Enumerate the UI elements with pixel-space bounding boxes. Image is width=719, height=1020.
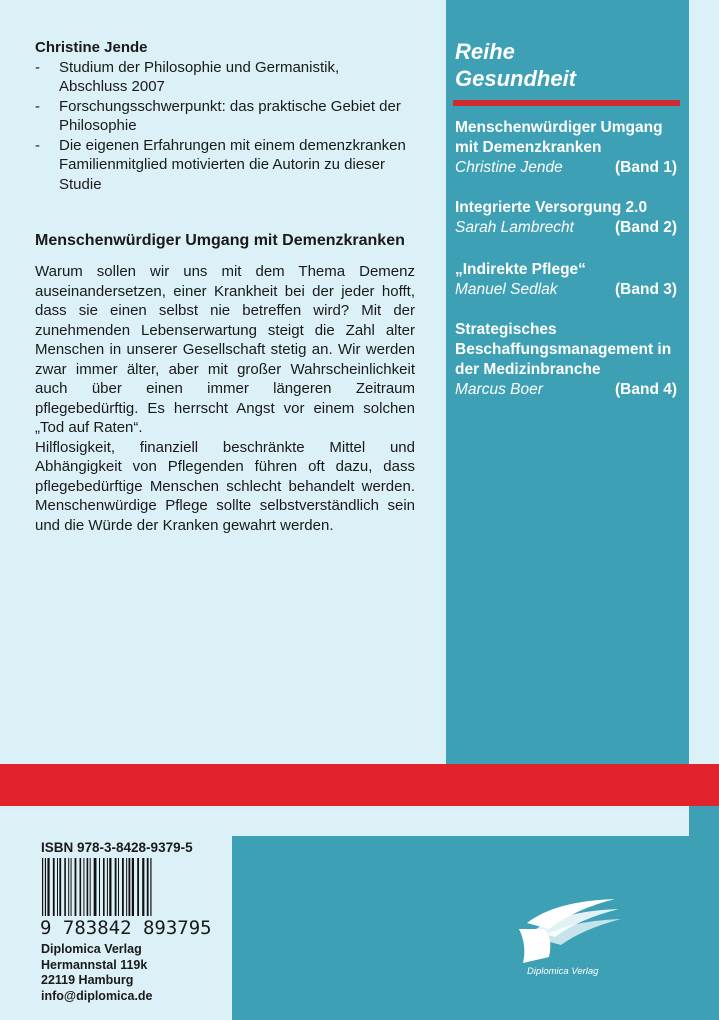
author-bio: [35, 38, 410, 194]
volume-title: Integrierte Versorgung 2.0: [455, 199, 648, 216]
volume-meta: [455, 380, 677, 400]
barcode-bar: [45, 858, 46, 916]
book-blurb: [35, 262, 415, 535]
barcode-bar: [83, 858, 84, 916]
volume-author: Sarah Lambrecht: [455, 219, 574, 236]
publisher-name: Diplomica Verlag: [41, 942, 142, 956]
series-volume: [455, 118, 677, 178]
red-band: [0, 764, 719, 806]
volume-number: (Band 3): [615, 281, 677, 298]
barcode-bar: [103, 858, 105, 916]
volume-number: (Band 4): [615, 381, 677, 398]
barcode-bar: [68, 858, 69, 916]
bullet-dash: -: [35, 97, 40, 115]
barcode-bar: [99, 858, 100, 916]
volume-meta: [455, 280, 677, 300]
bio-bullet-text: Studium der Philosophie und Germanistik, Abschluss 2007: [59, 58, 340, 95]
barcode-bar: [71, 858, 72, 916]
barcode-bar: [122, 858, 124, 916]
series-volume: [455, 260, 677, 300]
barcode-bar: [80, 858, 82, 916]
barcode-bar: [115, 858, 117, 916]
barcode-bar: [59, 858, 61, 916]
bio-bullet-text: Die eigenen Erfahrungen mit einem demenzkranken Familienmitglied motivierten die Autorin zu dieser Studie: [59, 136, 406, 193]
series-volume: [455, 198, 677, 238]
publisher-street: Hermannstal 119k: [41, 957, 148, 972]
barcode-digits: 9 783842 893795: [40, 917, 212, 939]
book-title: Menschenwürdiger Umgang mit Demenzkranken: [35, 232, 405, 249]
barcode: [40, 858, 230, 916]
blurb-paragraph: Hilflosigkeit, finanziell beschränkte Mittel und Abhängigkeit von Pflegenden führen oft dazu, dass pflegebedürftige Menschen schlecht behandelt werden. Menschenwürdige Pflege sollte selbstverständlich sein und die Würde der Kranken gewahrt werden.: [35, 438, 415, 534]
publisher-address: [41, 942, 153, 1004]
barcode-bar: [137, 858, 139, 916]
series-divider: [453, 100, 680, 106]
volume-title: „Indirekte Pflege“: [455, 261, 586, 278]
barcode-bar: [64, 858, 66, 916]
teal-strip: [689, 806, 719, 836]
volume-meta: [455, 218, 677, 238]
volume-meta: [455, 158, 677, 178]
bio-bullet: [35, 97, 410, 136]
barcode-bar: [109, 858, 111, 916]
bullet-dash: -: [35, 136, 40, 154]
barcode-bar: [90, 858, 91, 916]
isbn-panel: [34, 836, 232, 1003]
barcode-bar: [87, 858, 89, 916]
bullet-dash: -: [35, 58, 40, 76]
barcode-bar: [128, 858, 130, 916]
barcode-bar: [142, 858, 144, 916]
barcode-bar: [53, 858, 55, 916]
publisher-city: 22119 Hamburg: [41, 973, 134, 987]
barcode-bar: [42, 858, 43, 916]
barcode-bar: [150, 858, 151, 916]
barcode-bar: [126, 858, 127, 916]
bio-bullet: [35, 136, 410, 195]
barcode-bar: [57, 858, 58, 916]
author-name: Christine Jende: [35, 39, 148, 56]
barcode-bar: [94, 858, 97, 916]
teal-bottom-panel: [232, 836, 719, 1020]
barcode-bar: [47, 858, 49, 916]
volume-number: (Band 1): [615, 159, 677, 176]
barcode-bar: [147, 858, 149, 916]
volume-number: (Band 2): [615, 219, 677, 236]
series-title: [455, 38, 576, 92]
barcode-bar: [132, 858, 134, 916]
series-volume: [455, 320, 677, 400]
bio-bullet: [35, 58, 410, 97]
barcode-bar: [118, 858, 119, 916]
volume-title: Strategisches Beschaffungsmanagement in der Medizinbranche: [455, 321, 672, 378]
logo-text: Diplomica Verlag: [527, 966, 599, 977]
volume-author: Christine Jende: [455, 159, 563, 176]
volume-author: Manuel Sedlak: [455, 281, 558, 298]
volume-title: Menschenwürdiger Umgang mit Demenzkranken: [455, 119, 663, 156]
volume-author: Marcus Boer: [455, 381, 543, 398]
series-title-line: Reihe: [455, 39, 515, 64]
publisher-email: info@diplomica.de: [41, 988, 153, 1003]
series-title-line: Gesundheit: [455, 66, 577, 91]
isbn-number: ISBN 978-3-8428-9379-5: [41, 840, 193, 855]
blurb-paragraph: Warum sollen wir uns mit dem Thema Demenz auseinandersetzen, einer Krankheit bei der jeder hofft, dass sie einen selbst nie betreffen wird? Mit der zunehmenden Lebenserwartung steigt die Zahl alter Menschen in unserer Gesellschaft stetig an. Wir werden zwar immer älter, aber mit großer Wahrscheinlichkeit auch über einen immer längeren Zeitraum pflegebedürftig. Es herrscht Angst vor einem solchen „Tod auf Raten“.: [35, 263, 415, 436]
barcode-bar: [75, 858, 77, 916]
bio-bullet-text: Forschungsschwerpunkt: das praktische Gebiet der Philosophie: [59, 97, 401, 134]
barcode-bar: [107, 858, 108, 916]
